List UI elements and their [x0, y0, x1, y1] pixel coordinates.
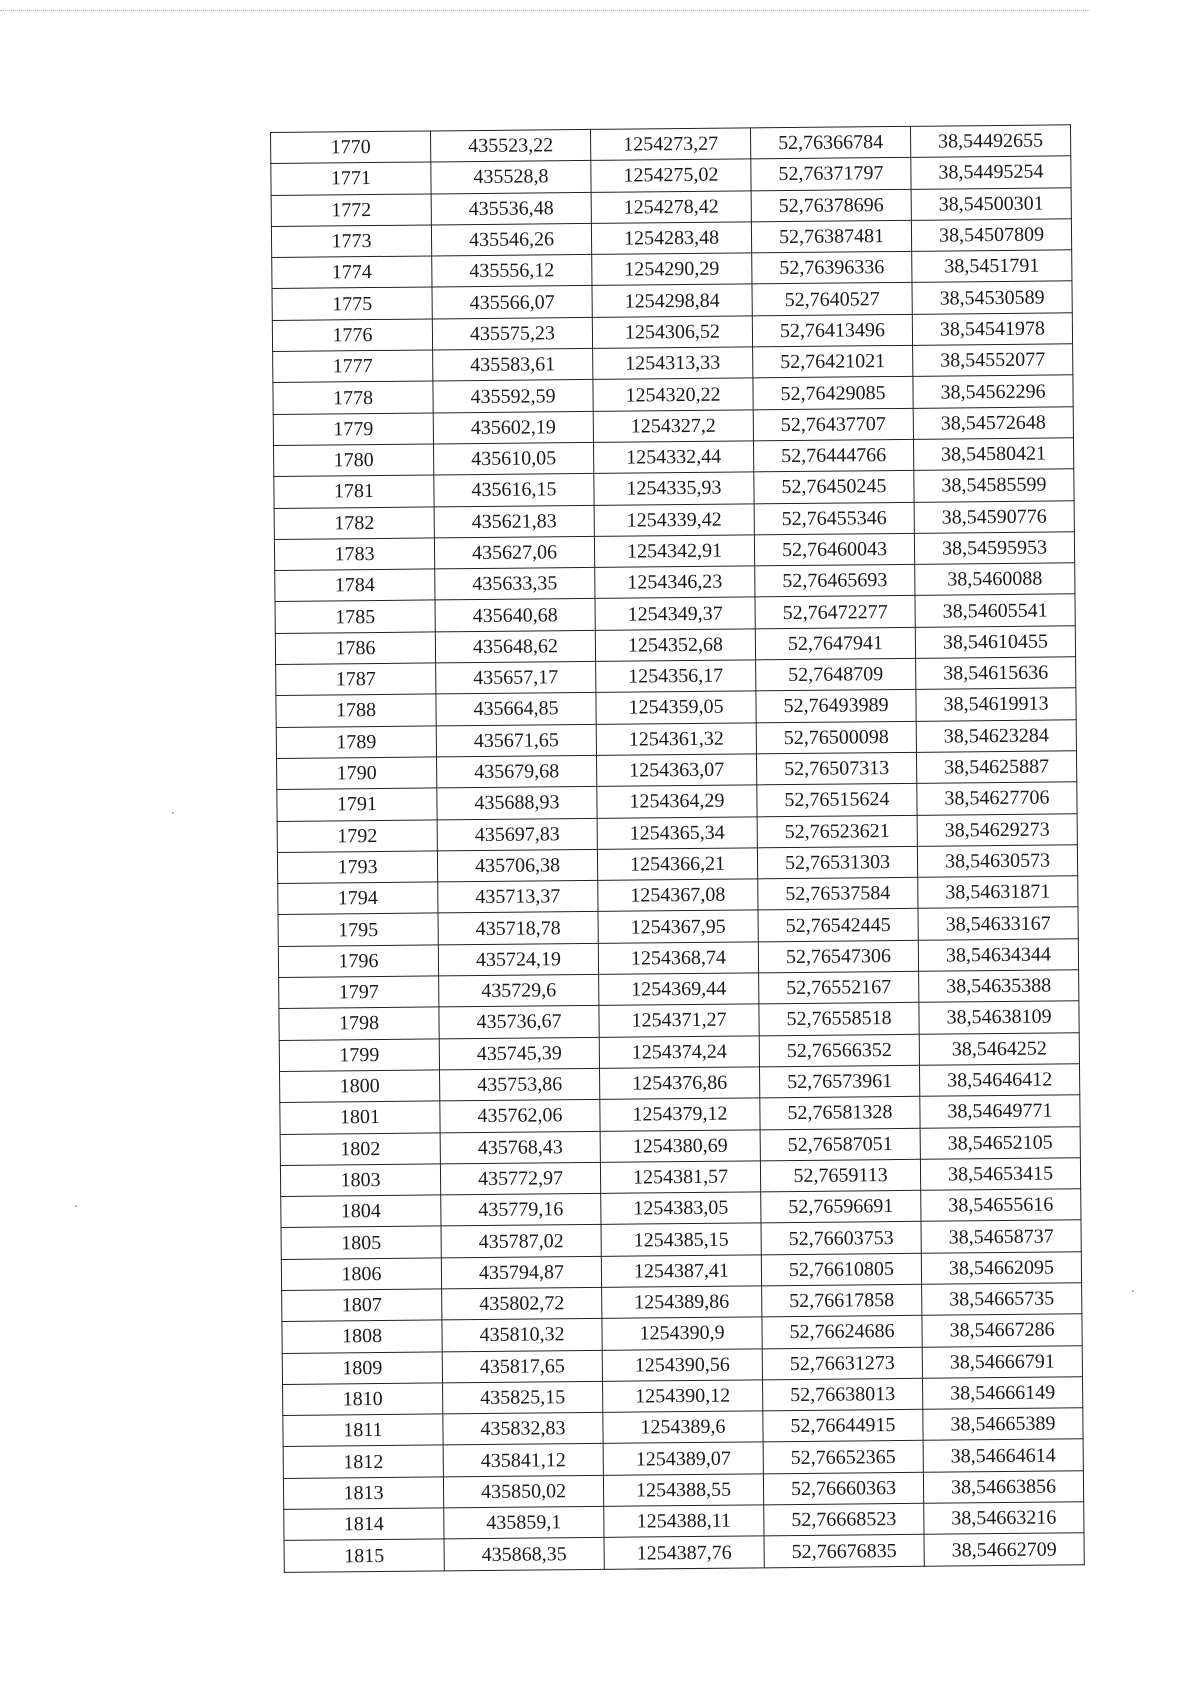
latitude-cell: 52,76603753 — [761, 1222, 921, 1255]
x-coordinate-cell: 435664,85 — [436, 693, 596, 726]
y-coordinate-cell: 1254356,17 — [596, 660, 756, 693]
point-number-cell: 1786 — [275, 632, 435, 665]
longitude-cell: 38,54507809 — [911, 219, 1071, 252]
point-number-cell: 1804 — [281, 1195, 441, 1228]
y-coordinate-cell: 1254313,33 — [593, 347, 753, 380]
y-coordinate-cell: 1254388,11 — [604, 1505, 764, 1538]
latitude-cell: 52,76566352 — [759, 1034, 919, 1067]
x-coordinate-cell: 435679,68 — [437, 755, 597, 788]
latitude-cell: 52,76537584 — [758, 877, 918, 910]
latitude-cell: 52,7640527 — [752, 283, 912, 316]
x-coordinate-cell: 435825,15 — [443, 1381, 603, 1414]
x-coordinate-cell: 435810,32 — [442, 1319, 602, 1352]
latitude-cell: 52,76547306 — [758, 940, 918, 973]
latitude-cell: 52,76493989 — [756, 690, 916, 723]
latitude-cell: 52,76573961 — [759, 1065, 919, 1098]
x-coordinate-cell: 435697,83 — [437, 818, 597, 851]
x-coordinate-cell: 435868,35 — [444, 1538, 604, 1571]
longitude-cell: 38,54663216 — [924, 1502, 1084, 1535]
point-number-cell: 1773 — [271, 225, 431, 258]
latitude-cell: 52,76610805 — [761, 1253, 921, 1286]
coordinates-table — [270, 124, 1085, 1572]
x-coordinate-cell: 435706,38 — [437, 849, 597, 882]
x-coordinate-cell: 435621,83 — [434, 505, 594, 538]
y-coordinate-cell: 1254385,15 — [601, 1223, 761, 1256]
longitude-cell: 38,54585599 — [914, 469, 1074, 502]
latitude-cell: 52,76638013 — [762, 1378, 922, 1411]
point-number-cell: 1775 — [272, 287, 432, 320]
x-coordinate-cell: 435648,62 — [435, 630, 595, 663]
point-number-cell: 1813 — [283, 1477, 443, 1510]
point-number-cell: 1785 — [275, 600, 435, 633]
point-number-cell: 1806 — [281, 1258, 441, 1291]
point-number-cell: 1809 — [282, 1351, 442, 1384]
y-coordinate-cell: 1254374,24 — [599, 1035, 759, 1068]
y-coordinate-cell: 1254278,42 — [591, 190, 751, 223]
y-coordinate-cell: 1254298,84 — [592, 284, 752, 317]
y-coordinate-cell: 1254371,27 — [599, 1004, 759, 1037]
longitude-cell: 38,54666149 — [922, 1377, 1082, 1410]
latitude-cell: 52,76429085 — [753, 377, 913, 410]
latitude-cell: 52,76371797 — [751, 158, 911, 191]
point-number-cell: 1801 — [280, 1101, 440, 1134]
y-coordinate-cell: 1254379,12 — [600, 1098, 760, 1131]
latitude-cell: 52,76644915 — [763, 1409, 923, 1442]
point-number-cell: 1792 — [277, 819, 437, 852]
point-number-cell: 1800 — [280, 1070, 440, 1103]
coordinates-table-body — [271, 125, 1085, 1572]
latitude-cell: 52,76437707 — [753, 408, 913, 441]
x-coordinate-cell: 435602,19 — [433, 411, 593, 444]
longitude-cell: 38,5451791 — [912, 250, 1072, 283]
y-coordinate-cell: 1254387,41 — [601, 1255, 761, 1288]
point-number-cell: 1808 — [282, 1320, 442, 1353]
latitude-cell: 52,76460043 — [754, 533, 914, 566]
x-coordinate-cell: 435640,68 — [435, 599, 595, 632]
scan-speck — [75, 1205, 77, 1207]
y-coordinate-cell: 1254389,86 — [602, 1286, 762, 1319]
longitude-cell: 38,54652105 — [920, 1126, 1080, 1159]
longitude-cell: 38,54610455 — [915, 626, 1075, 659]
point-number-cell: 1789 — [276, 726, 436, 759]
x-coordinate-cell: 435729,6 — [439, 974, 599, 1007]
longitude-cell: 38,54662095 — [921, 1251, 1081, 1284]
latitude-cell: 52,76387481 — [751, 220, 911, 253]
y-coordinate-cell: 1254387,76 — [604, 1536, 764, 1569]
coordinates-table-wrapper — [270, 124, 1085, 1572]
y-coordinate-cell: 1254346,23 — [595, 566, 755, 599]
x-coordinate-cell: 435556,12 — [432, 255, 592, 288]
latitude-cell: 52,76676835 — [764, 1535, 924, 1568]
y-coordinate-cell: 1254364,29 — [597, 785, 757, 818]
point-number-cell: 1774 — [272, 256, 432, 289]
latitude-cell: 52,76587051 — [760, 1128, 920, 1161]
scan-speck — [1132, 1290, 1134, 1292]
x-coordinate-cell: 435627,06 — [434, 536, 594, 569]
y-coordinate-cell: 1254273,27 — [590, 128, 750, 161]
x-coordinate-cell: 435817,65 — [442, 1350, 602, 1383]
x-coordinate-cell: 435787,02 — [441, 1225, 601, 1258]
x-coordinate-cell: 435772,97 — [440, 1162, 600, 1195]
point-number-cell: 1802 — [280, 1132, 440, 1165]
longitude-cell: 38,54562296 — [913, 375, 1073, 408]
y-coordinate-cell: 1254283,48 — [591, 222, 751, 255]
x-coordinate-cell: 435616,15 — [434, 474, 594, 507]
latitude-cell: 52,76660363 — [763, 1472, 923, 1505]
x-coordinate-cell: 435528,8 — [431, 161, 591, 194]
latitude-cell: 52,76450245 — [754, 471, 914, 504]
longitude-cell: 38,54638109 — [919, 1001, 1079, 1034]
y-coordinate-cell: 1254339,42 — [594, 503, 754, 536]
y-coordinate-cell: 1254365,34 — [597, 816, 757, 849]
y-coordinate-cell: 1254367,95 — [598, 910, 758, 943]
x-coordinate-cell: 435583,61 — [433, 348, 593, 381]
y-coordinate-cell: 1254290,29 — [592, 253, 752, 286]
point-number-cell: 1772 — [271, 194, 431, 227]
point-number-cell: 1780 — [274, 444, 434, 477]
x-coordinate-cell: 435713,37 — [438, 881, 598, 914]
latitude-cell: 52,76455346 — [754, 502, 914, 535]
longitude-cell: 38,54580421 — [913, 438, 1073, 471]
longitude-cell: 38,54615636 — [916, 657, 1076, 690]
point-number-cell: 1790 — [277, 757, 437, 790]
longitude-cell: 38,54635388 — [919, 970, 1079, 1003]
longitude-cell: 38,54590776 — [914, 500, 1074, 533]
longitude-cell: 38,54625887 — [916, 751, 1076, 784]
longitude-cell: 38,54629273 — [917, 813, 1077, 846]
point-number-cell: 1793 — [277, 851, 437, 884]
y-coordinate-cell: 1254388,55 — [603, 1474, 763, 1507]
y-coordinate-cell: 1254342,91 — [594, 535, 754, 568]
x-coordinate-cell: 435859,1 — [444, 1506, 604, 1539]
longitude-cell: 38,54663856 — [923, 1471, 1083, 1504]
latitude-cell: 52,76396336 — [752, 252, 912, 285]
latitude-cell: 52,76500098 — [756, 721, 916, 754]
point-number-cell: 1779 — [273, 413, 433, 446]
y-coordinate-cell: 1254363,07 — [596, 754, 756, 787]
longitude-cell: 38,54627706 — [917, 782, 1077, 815]
latitude-cell: 52,76581328 — [760, 1097, 920, 1130]
point-number-cell: 1795 — [278, 913, 438, 946]
point-number-cell: 1776 — [272, 319, 432, 352]
y-coordinate-cell: 1254366,21 — [597, 848, 757, 881]
y-coordinate-cell: 1254376,86 — [600, 1067, 760, 1100]
point-number-cell: 1799 — [279, 1039, 439, 1072]
latitude-cell: 52,76366784 — [750, 126, 910, 159]
longitude-cell: 38,54653415 — [920, 1158, 1080, 1191]
longitude-cell: 38,54552077 — [913, 344, 1073, 377]
y-coordinate-cell: 1254367,08 — [598, 879, 758, 912]
x-coordinate-cell: 435575,23 — [432, 317, 592, 350]
latitude-cell: 52,76523621 — [757, 815, 917, 848]
longitude-cell: 38,54662709 — [924, 1533, 1084, 1566]
x-coordinate-cell: 435633,35 — [435, 568, 595, 601]
latitude-cell: 52,76668523 — [764, 1503, 924, 1536]
x-coordinate-cell: 435762,06 — [440, 1100, 600, 1133]
point-number-cell: 1807 — [282, 1289, 442, 1322]
longitude-cell: 38,54572648 — [913, 406, 1073, 439]
point-number-cell: 1782 — [274, 507, 434, 540]
point-number-cell: 1797 — [279, 976, 439, 1009]
longitude-cell: 38,54666791 — [922, 1345, 1082, 1378]
x-coordinate-cell: 435768,43 — [440, 1131, 600, 1164]
point-number-cell: 1777 — [273, 350, 433, 383]
latitude-cell: 52,76624686 — [762, 1316, 922, 1349]
x-coordinate-cell: 435610,05 — [434, 442, 594, 475]
latitude-cell: 52,7648709 — [756, 658, 916, 691]
y-coordinate-cell: 1254320,22 — [593, 378, 753, 411]
longitude-cell: 38,54665735 — [922, 1283, 1082, 1316]
longitude-cell: 38,54605541 — [915, 594, 1075, 627]
latitude-cell: 52,76421021 — [753, 345, 913, 378]
x-coordinate-cell: 435566,07 — [432, 286, 592, 319]
y-coordinate-cell: 1254380,69 — [600, 1129, 760, 1162]
point-number-cell: 1778 — [273, 381, 433, 414]
point-number-cell: 1794 — [278, 882, 438, 915]
y-coordinate-cell: 1254383,05 — [601, 1192, 761, 1225]
x-coordinate-cell: 435850,02 — [443, 1475, 603, 1508]
y-coordinate-cell: 1254369,44 — [599, 973, 759, 1006]
y-coordinate-cell: 1254335,93 — [594, 472, 754, 505]
point-number-cell: 1783 — [274, 538, 434, 571]
point-number-cell: 1796 — [278, 945, 438, 978]
latitude-cell: 52,7647941 — [755, 627, 915, 660]
x-coordinate-cell: 435779,16 — [441, 1193, 601, 1226]
point-number-cell: 1791 — [277, 788, 437, 821]
x-coordinate-cell: 435536,48 — [431, 192, 591, 225]
longitude-cell: 38,54541978 — [912, 313, 1072, 346]
longitude-cell: 38,5464252 — [919, 1032, 1079, 1065]
longitude-cell: 38,54649771 — [920, 1095, 1080, 1128]
point-number-cell: 1770 — [271, 131, 431, 164]
y-coordinate-cell: 1254390,9 — [602, 1317, 762, 1350]
longitude-cell: 38,54495254 — [911, 156, 1071, 189]
longitude-cell: 38,54631871 — [918, 876, 1078, 909]
latitude-cell: 52,76515624 — [757, 784, 917, 817]
longitude-cell: 38,54646412 — [919, 1064, 1079, 1097]
latitude-cell: 52,76465693 — [755, 564, 915, 597]
y-coordinate-cell: 1254327,2 — [593, 410, 753, 443]
point-number-cell: 1812 — [283, 1445, 443, 1478]
latitude-cell: 52,76472277 — [755, 596, 915, 629]
point-number-cell: 1784 — [275, 569, 435, 602]
point-number-cell: 1798 — [279, 1007, 439, 1040]
x-coordinate-cell: 435753,86 — [440, 1068, 600, 1101]
point-number-cell: 1781 — [274, 475, 434, 508]
x-coordinate-cell: 435841,12 — [443, 1444, 603, 1477]
y-coordinate-cell: 1254389,07 — [603, 1442, 763, 1475]
longitude-cell: 38,54630573 — [917, 845, 1077, 878]
point-number-cell: 1810 — [283, 1383, 443, 1416]
latitude-cell: 52,76444766 — [753, 439, 913, 472]
longitude-cell: 38,54595953 — [914, 532, 1074, 565]
longitude-cell: 38,54658737 — [921, 1220, 1081, 1253]
latitude-cell: 52,76631273 — [762, 1347, 922, 1380]
longitude-cell: 38,54492655 — [910, 125, 1070, 158]
longitude-cell: 38,54500301 — [911, 187, 1071, 220]
latitude-cell: 52,76542445 — [758, 909, 918, 942]
longitude-cell: 38,54633167 — [918, 907, 1078, 940]
point-number-cell: 1788 — [276, 694, 436, 727]
point-number-cell: 1803 — [280, 1164, 440, 1197]
longitude-cell: 38,54664614 — [923, 1439, 1083, 1472]
y-coordinate-cell: 1254352,68 — [595, 629, 755, 662]
table-row — [284, 1533, 1084, 1572]
x-coordinate-cell: 435724,19 — [438, 943, 598, 976]
scan-top-edge — [0, 10, 1090, 11]
x-coordinate-cell: 435745,39 — [439, 1037, 599, 1070]
latitude-cell: 52,76507313 — [756, 752, 916, 785]
longitude-cell: 38,54623284 — [916, 719, 1076, 752]
y-coordinate-cell: 1254389,6 — [603, 1411, 763, 1444]
x-coordinate-cell: 435546,26 — [431, 223, 591, 256]
y-coordinate-cell: 1254306,52 — [592, 316, 752, 349]
y-coordinate-cell: 1254332,44 — [593, 441, 753, 474]
longitude-cell: 38,54667286 — [922, 1314, 1082, 1347]
latitude-cell: 52,76617858 — [762, 1284, 922, 1317]
point-number-cell: 1815 — [284, 1539, 444, 1572]
x-coordinate-cell: 435802,72 — [442, 1287, 602, 1320]
point-number-cell: 1814 — [284, 1508, 444, 1541]
latitude-cell: 52,76558518 — [759, 1003, 919, 1036]
x-coordinate-cell: 435523,22 — [430, 129, 590, 162]
point-number-cell: 1771 — [271, 162, 431, 195]
latitude-cell: 52,76413496 — [752, 314, 912, 347]
longitude-cell: 38,5460088 — [915, 563, 1075, 596]
latitude-cell: 52,76552167 — [759, 971, 919, 1004]
x-coordinate-cell: 435832,83 — [443, 1413, 603, 1446]
point-number-cell: 1805 — [281, 1226, 441, 1259]
longitude-cell: 38,54530589 — [912, 281, 1072, 314]
y-coordinate-cell: 1254390,12 — [603, 1380, 763, 1413]
y-coordinate-cell: 1254381,57 — [600, 1161, 760, 1194]
latitude-cell: 52,76652365 — [763, 1441, 923, 1474]
y-coordinate-cell: 1254361,32 — [596, 723, 756, 756]
y-coordinate-cell: 1254368,74 — [598, 942, 758, 975]
y-coordinate-cell: 1254359,05 — [596, 691, 756, 724]
x-coordinate-cell: 435794,87 — [441, 1256, 601, 1289]
longitude-cell: 38,54619913 — [916, 688, 1076, 721]
latitude-cell: 52,76596691 — [761, 1190, 921, 1223]
x-coordinate-cell: 435592,59 — [433, 380, 593, 413]
x-coordinate-cell: 435671,65 — [436, 724, 596, 757]
latitude-cell: 52,7659113 — [760, 1159, 920, 1192]
point-number-cell: 1787 — [276, 663, 436, 696]
x-coordinate-cell: 435657,17 — [436, 661, 596, 694]
x-coordinate-cell: 435736,67 — [439, 1006, 599, 1039]
x-coordinate-cell: 435688,93 — [437, 787, 597, 820]
point-number-cell: 1811 — [283, 1414, 443, 1447]
scan-speck — [172, 812, 174, 814]
latitude-cell: 52,76531303 — [757, 846, 917, 879]
longitude-cell: 38,54634344 — [918, 938, 1078, 971]
longitude-cell: 38,54655616 — [921, 1189, 1081, 1222]
y-coordinate-cell: 1254390,56 — [602, 1348, 762, 1381]
y-coordinate-cell: 1254349,37 — [595, 597, 755, 630]
x-coordinate-cell: 435718,78 — [438, 912, 598, 945]
latitude-cell: 52,76378696 — [751, 189, 911, 222]
longitude-cell: 38,54665389 — [923, 1408, 1083, 1441]
y-coordinate-cell: 1254275,02 — [591, 159, 751, 192]
